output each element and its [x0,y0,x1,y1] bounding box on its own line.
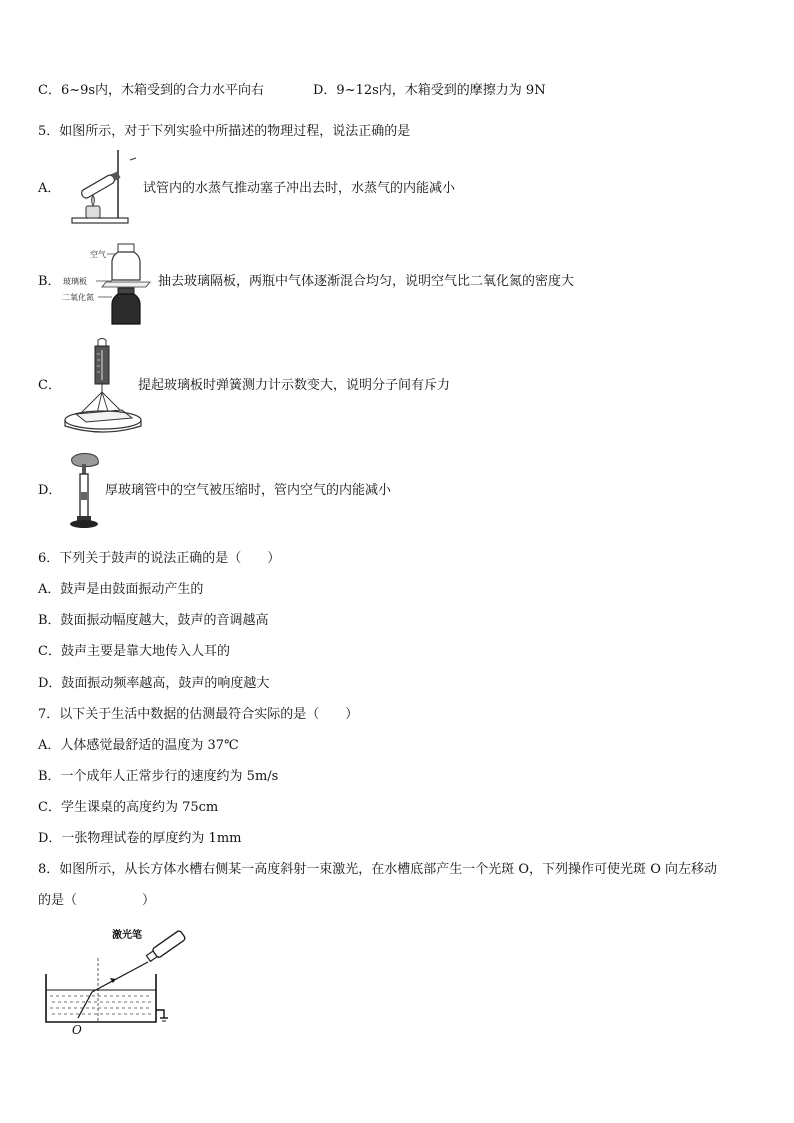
laser-water-tank-figure [40,922,190,1038]
q5-option-a-letter: A． [38,181,61,196]
compression-tube-figure [64,452,104,530]
laser-pen-label: 激光笔 [112,930,142,941]
glass-plate-label: 玻璃板 [63,277,87,286]
q5-option-d-letter: D． [38,483,62,498]
q5-stem: 5．如图所示，对于下列实验中所描述的物理过程，说法正确的是 [38,124,411,139]
q4-option-c: C．6~9s内，木箱受到的合力水平向右 [38,83,265,98]
q7-option-a: A．人体感觉最舒适的温度为 37℃ [38,738,239,753]
light-spot-o-label: O [72,1023,82,1037]
q7-option-d: D．一张物理试卷的厚度约为 1mm [38,831,242,846]
q6-option-d: D．鼓面振动频率越高，鼓声的响度越大 [38,676,270,691]
q5-option-d-text: 厚玻璃管中的空气被压缩时，管内空气的内能减小 [105,483,392,498]
q4-option-d: D．9~12s内，木箱受到的摩擦力为 9N [313,83,546,98]
q6-option-c: C．鼓声主要是靠大地传入人耳的 [38,644,230,659]
q5-option-a-text: 试管内的水蒸气推动塞子冲出去时，水蒸气的内能减小 [143,181,456,196]
q7-option-b: B．一个成年人正常步行的速度约为 5m/s [38,769,279,784]
q6-option-a: A．鼓声是由鼓面振动产生的 [38,582,204,597]
q5-option-c-text: 提起玻璃板时弹簧测力计示数变大，说明分子间有斥力 [138,378,451,393]
steam-test-tube-figure [70,148,138,226]
spring-scale-glass-plate-figure [62,338,144,436]
no2-label: 二氧化氮 [62,293,94,302]
air-label: 空气 [90,250,106,259]
q6-option-b: B．鼓面振动幅度越大，鼓声的音调越高 [38,613,269,628]
q7-option-c: C．学生课桌的高度约为 75cm [38,800,219,815]
q8-stem-line1: 8．如图所示，从长方体水槽右侧某一高度斜射一束激光，在水槽底部产生一个光斑 O，下列操作可使光斑 O 向左移动 [38,862,717,877]
gas-diffusion-bottles-figure [60,240,152,328]
q6-stem: 6．下列关于鼓声的说法正确的是（ ） [38,551,281,566]
q5-option-b-letter: B． [38,274,61,289]
q7-stem: 7．以下关于生活中数据的估测最符合实际的是（ ） [38,707,359,722]
q8-stem-line2: 的是（ ） [38,893,156,908]
q5-option-c-letter: C． [38,378,61,393]
q5-option-b-text: 抽去玻璃隔板，两瓶中气体逐渐混合均匀，说明空气比二氧化氮的密度大 [158,274,575,289]
